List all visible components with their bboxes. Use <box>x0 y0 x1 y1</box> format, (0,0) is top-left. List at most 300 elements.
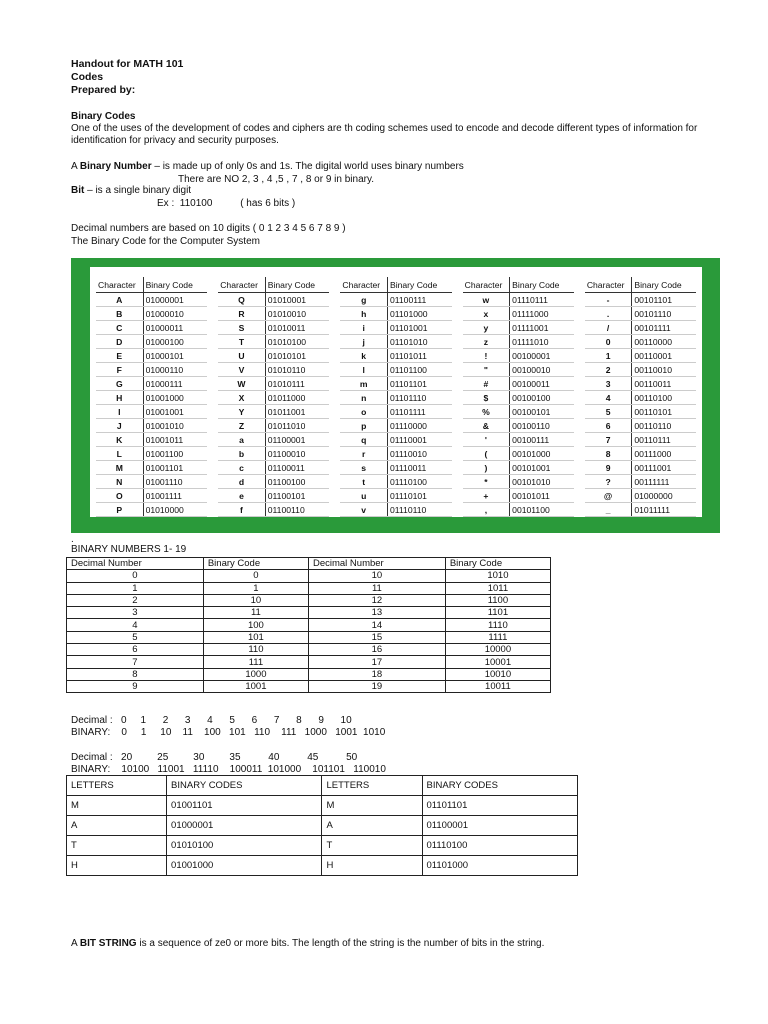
char-table-block <box>340 277 451 517</box>
binary-row-2: BINARY: 10100 11001 11110 100011 101000 101101 110010 <box>71 764 386 775</box>
table-cell: 18 <box>308 668 445 680</box>
char-table-block <box>96 277 207 517</box>
character-cell: @ <box>585 489 632 503</box>
character-cell: ' <box>463 433 510 447</box>
table-row <box>463 447 574 461</box>
character-cell: 0 <box>585 335 632 349</box>
character-cell: A <box>96 293 143 307</box>
character-cell: j <box>340 335 387 349</box>
table-cell: 1010 <box>445 570 550 582</box>
table-row <box>218 419 329 433</box>
table-cell: 1 <box>203 582 308 594</box>
char-table-block <box>585 277 696 517</box>
character-cell: - <box>585 293 632 307</box>
column-header: Binary Code <box>510 277 574 293</box>
character-cell: i <box>340 321 387 335</box>
table-cell: 10011 <box>445 680 550 692</box>
table-cell: 1111 <box>445 631 550 643</box>
binary-code-cell: 01101101 <box>387 377 451 391</box>
character-cell: ! <box>463 349 510 363</box>
table-row <box>585 335 696 349</box>
table-row <box>463 405 574 419</box>
character-cell: T <box>218 335 265 349</box>
table-row <box>67 668 551 680</box>
character-cell: Q <box>218 293 265 307</box>
column-header: Character <box>340 277 387 293</box>
table-row <box>67 796 578 816</box>
binary-code-cell: 00100010 <box>510 363 574 377</box>
table-row <box>96 447 207 461</box>
table-cell: 10010 <box>445 668 550 680</box>
table-row <box>218 405 329 419</box>
table-row <box>218 461 329 475</box>
character-cell: 2 <box>585 363 632 377</box>
table-cell: A <box>67 816 167 836</box>
table-row <box>585 321 696 335</box>
character-cell: f <box>218 503 265 517</box>
binary-code-cell: 00111111 <box>632 475 696 489</box>
binary-code-cell: 01110001 <box>387 433 451 447</box>
character-cell: _ <box>585 503 632 517</box>
binary-code-cell: 00110011 <box>632 377 696 391</box>
table-row <box>340 363 451 377</box>
table-cell: 15 <box>308 631 445 643</box>
table-header-row <box>218 277 329 293</box>
character-cell: o <box>340 405 387 419</box>
binary-code-cell: 01010111 <box>265 377 329 391</box>
character-cell: ? <box>585 475 632 489</box>
table-row <box>67 570 551 582</box>
binary-code-cell: 01011000 <box>265 391 329 405</box>
course-title: Handout for MATH 101 <box>71 58 184 70</box>
binary-code-cell: 00101010 <box>510 475 574 489</box>
character-cell: 9 <box>585 461 632 475</box>
table-cell: 100 <box>203 619 308 631</box>
column-header: Binary Code <box>143 277 207 293</box>
character-cell: v <box>340 503 387 517</box>
character-cell: 5 <box>585 405 632 419</box>
table-row <box>218 489 329 503</box>
table-row <box>463 349 574 363</box>
binary-code-cell: 01100111 <box>387 293 451 307</box>
table-row <box>96 349 207 363</box>
binary-code-cell: 01000111 <box>143 377 207 391</box>
table-cell: H <box>322 856 422 876</box>
character-cell: B <box>96 307 143 321</box>
table-row <box>340 307 451 321</box>
table-row <box>340 405 451 419</box>
prepared-by: Prepared by: <box>71 84 136 96</box>
binary-code-cell: 00101111 <box>632 321 696 335</box>
table-cell: 9 <box>67 680 204 692</box>
binary-number-definition <box>71 161 464 173</box>
table-row <box>585 433 696 447</box>
column-header: Binary Code <box>632 277 696 293</box>
binary-code-cell: 00110010 <box>632 363 696 377</box>
column-header: Binary Code <box>445 558 550 570</box>
binary-code-cell: 01100100 <box>265 475 329 489</box>
table-row <box>585 503 696 517</box>
character-cell: , <box>463 503 510 517</box>
table-row <box>218 447 329 461</box>
table-row <box>463 363 574 377</box>
table-row <box>218 433 329 447</box>
table-cell: A <box>322 816 422 836</box>
table-row <box>585 419 696 433</box>
column-header: LETTERS <box>67 776 167 796</box>
character-cell: W <box>218 377 265 391</box>
column-header: Decimal Number <box>308 558 445 570</box>
character-cell: % <box>463 405 510 419</box>
binary-code-cell: 01101100 <box>387 363 451 377</box>
binary-code-cell: 01010100 <box>265 335 329 349</box>
no-digits-note: There are NO 2, 3 , 4 ,5 , 7 , 8 or 9 in binary. <box>178 174 375 185</box>
character-cell: * <box>463 475 510 489</box>
table-row <box>67 631 551 643</box>
table-header-row <box>340 277 451 293</box>
character-cell: K <box>96 433 143 447</box>
binary-code-cell: 01110101 <box>387 489 451 503</box>
binary-code-cell: 00101101 <box>632 293 696 307</box>
table-row <box>463 377 574 391</box>
binary-code-cell: 00110110 <box>632 419 696 433</box>
column-header: Binary Code <box>203 558 308 570</box>
table-cell: 1000 <box>203 668 308 680</box>
binary-code-cell: 01000000 <box>632 489 696 503</box>
character-cell: 7 <box>585 433 632 447</box>
character-cell: h <box>340 307 387 321</box>
table-row <box>96 475 207 489</box>
table-row <box>67 816 578 836</box>
table-cell: 1110 <box>445 619 550 631</box>
table-cell: 12 <box>308 594 445 606</box>
table-row <box>585 489 696 503</box>
character-cell: + <box>463 489 510 503</box>
bit-text: – is a single binary digit <box>84 185 192 196</box>
table-row <box>218 391 329 405</box>
binary-code-cell: 00100100 <box>510 391 574 405</box>
table-cell: 3 <box>67 607 204 619</box>
binary-code-cell: 01001101 <box>143 461 207 475</box>
table-row <box>585 391 696 405</box>
table-row <box>340 391 451 405</box>
binary-code-cell: 01100110 <box>265 503 329 517</box>
character-cell: 3 <box>585 377 632 391</box>
character-cell: X <box>218 391 265 405</box>
intro-paragraph: One of the uses of the development of codes and ciphers are th coding schemes used to encode and decode different types of information for identification for privacy and security purposes. <box>71 123 698 146</box>
binary-code-cell: 01111000 <box>510 307 574 321</box>
character-cell: r <box>340 447 387 461</box>
table-cell: 6 <box>67 644 204 656</box>
binary-code-cell: 01011001 <box>265 405 329 419</box>
table-cell: 10000 <box>445 644 550 656</box>
table-row <box>340 293 451 307</box>
binary-code-cell: 00110111 <box>632 433 696 447</box>
table-cell: 1 <box>67 582 204 594</box>
binary-numbers-title: BINARY NUMBERS 1- 19 <box>71 544 187 555</box>
character-cell: C <box>96 321 143 335</box>
table-row <box>218 335 329 349</box>
table-row <box>67 656 551 668</box>
table-cell: 01000001 <box>167 816 322 836</box>
binary-code-cell: 01001110 <box>143 475 207 489</box>
table-cell: 101 <box>203 631 308 643</box>
binary-code-cell: 01001001 <box>143 405 207 419</box>
table-row <box>96 335 207 349</box>
table-row <box>463 321 574 335</box>
table-cell: 01001000 <box>167 856 322 876</box>
table-row <box>96 405 207 419</box>
table-row <box>340 377 451 391</box>
table-row <box>340 433 451 447</box>
table-row <box>585 475 696 489</box>
table-cell: 14 <box>308 619 445 631</box>
binary-code-cell: 01111001 <box>510 321 574 335</box>
table-cell: 1001 <box>203 680 308 692</box>
binary-code-cell: 01000100 <box>143 335 207 349</box>
table-row <box>340 489 451 503</box>
table-row <box>67 594 551 606</box>
binary-code-cell: 01110111 <box>510 293 574 307</box>
table-header-row <box>463 277 574 293</box>
table-row <box>340 475 451 489</box>
character-cell: I <box>96 405 143 419</box>
table-cell: 01101101 <box>422 796 577 816</box>
binary-code-cell: 01010110 <box>265 363 329 377</box>
table-cell: 11 <box>308 582 445 594</box>
stray-dot: . <box>71 534 74 545</box>
binary-code-cell: 01010011 <box>265 321 329 335</box>
section-title: Binary Codes <box>71 111 136 122</box>
table-row <box>218 377 329 391</box>
character-cell: d <box>218 475 265 489</box>
character-cell: w <box>463 293 510 307</box>
table-cell: 8 <box>67 668 204 680</box>
binary-code-cell: 00111001 <box>632 461 696 475</box>
table-row <box>218 321 329 335</box>
binary-code-cell: 01111010 <box>510 335 574 349</box>
table-header-row <box>67 558 551 570</box>
table-row <box>218 503 329 517</box>
character-cell: V <box>218 363 265 377</box>
table-cell: 0 <box>67 570 204 582</box>
binary-code-cell: 01101111 <box>387 405 451 419</box>
table-row <box>585 363 696 377</box>
binary-code-cell: 00100011 <box>510 377 574 391</box>
binary-code-cell: 01001011 <box>143 433 207 447</box>
table-row <box>463 475 574 489</box>
bit-string-text: is a sequence of ze0 or more bits. The length of the string is the number of bits in the string. <box>136 938 545 949</box>
binary-code-cell: 01001000 <box>143 391 207 405</box>
decimal-digits-line: Decimal numbers are based on 10 digits ( 0 1 2 3 4 5 6 7 8 9 ) <box>71 223 346 234</box>
character-cell: s <box>340 461 387 475</box>
binary-code-cell: 00110001 <box>632 349 696 363</box>
table-row <box>463 391 574 405</box>
table-cell: 01100001 <box>422 816 577 836</box>
table-cell: 1101 <box>445 607 550 619</box>
character-cell: l <box>340 363 387 377</box>
character-cell: a <box>218 433 265 447</box>
character-cell: U <box>218 349 265 363</box>
character-cell: b <box>218 447 265 461</box>
character-cell: & <box>463 419 510 433</box>
table-row <box>463 419 574 433</box>
letters-table <box>66 775 578 876</box>
table-row <box>585 307 696 321</box>
table-cell: 10 <box>203 594 308 606</box>
character-cell: Y <box>218 405 265 419</box>
table-row <box>67 856 578 876</box>
table-cell: 01110100 <box>422 836 577 856</box>
character-cell: P <box>96 503 143 517</box>
binary-code-cell: 01110000 <box>387 419 451 433</box>
binary-number-text: – is made up of only 0s and 1s. The digital world uses binary numbers <box>151 161 464 172</box>
table-cell: 01010100 <box>167 836 322 856</box>
table-row <box>463 307 574 321</box>
table-row <box>340 321 451 335</box>
table-row <box>340 335 451 349</box>
table-row <box>463 489 574 503</box>
column-header: BINARY CODES <box>422 776 577 796</box>
character-cell: " <box>463 363 510 377</box>
table-row <box>218 475 329 489</box>
binary-number-term: Binary Number <box>79 161 152 172</box>
table-cell: T <box>322 836 422 856</box>
table-row <box>96 433 207 447</box>
binary-code-cell: 01101010 <box>387 335 451 349</box>
character-cell: / <box>585 321 632 335</box>
binary-code-cell: 01000110 <box>143 363 207 377</box>
character-cell: F <box>96 363 143 377</box>
binary-code-cell: 01011010 <box>265 419 329 433</box>
binary-code-cell: 00110000 <box>632 335 696 349</box>
character-cell: y <box>463 321 510 335</box>
table-header-row <box>96 277 207 293</box>
table-cell: 7 <box>67 656 204 668</box>
table-row <box>340 419 451 433</box>
character-code-table <box>90 267 702 517</box>
character-cell: 1 <box>585 349 632 363</box>
character-cell: Z <box>218 419 265 433</box>
table-header-row <box>67 776 578 796</box>
table-row <box>96 391 207 405</box>
table-row <box>585 293 696 307</box>
character-cell: k <box>340 349 387 363</box>
character-cell: N <box>96 475 143 489</box>
bit-string-prefix: A <box>71 938 80 949</box>
binary-row-1: BINARY: 0 1 10 11 100 101 110 111 1000 1001 1010 <box>71 727 386 738</box>
character-cell: 8 <box>585 447 632 461</box>
table-row <box>340 447 451 461</box>
binary-code-cell: 00101100 <box>510 503 574 517</box>
table-cell: 10 <box>308 570 445 582</box>
table-row <box>340 503 451 517</box>
table-cell: 17 <box>308 656 445 668</box>
computer-code-caption: The Binary Code for the Computer System <box>71 236 260 247</box>
character-cell: # <box>463 377 510 391</box>
bit-string-term: BIT STRING <box>79 938 137 949</box>
character-cell: M <box>96 461 143 475</box>
table-cell: 13 <box>308 607 445 619</box>
binary-code-cell: 01101000 <box>387 307 451 321</box>
character-cell: H <box>96 391 143 405</box>
binary-code-cell: 00110101 <box>632 405 696 419</box>
column-header: Character <box>96 277 143 293</box>
binary-code-cell: 01010001 <box>265 293 329 307</box>
table-row <box>96 419 207 433</box>
binary-code-cell: 01011111 <box>632 503 696 517</box>
table-row <box>463 503 574 517</box>
bit-definition <box>71 185 191 197</box>
decimal-row-1: Decimal : 0 1 2 3 4 5 6 7 8 9 10 <box>71 715 352 726</box>
bit-string-definition <box>71 938 544 950</box>
binary-code-cell: 01110100 <box>387 475 451 489</box>
column-header: Character <box>463 277 510 293</box>
table-row <box>340 461 451 475</box>
character-cell: 6 <box>585 419 632 433</box>
column-header: Binary Code <box>265 277 329 293</box>
binary-code-cell: 01110110 <box>387 503 451 517</box>
table-row <box>67 680 551 692</box>
binary-code-cell: 01001010 <box>143 419 207 433</box>
table-cell: 5 <box>67 631 204 643</box>
character-cell: $ <box>463 391 510 405</box>
table-cell: M <box>322 796 422 816</box>
binary-code-cell: 01000010 <box>143 307 207 321</box>
binary-code-cell: 00101001 <box>510 461 574 475</box>
table-row <box>96 293 207 307</box>
character-cell: L <box>96 447 143 461</box>
column-header: Character <box>218 277 265 293</box>
character-cell: ) <box>463 461 510 475</box>
character-cell: O <box>96 489 143 503</box>
table-header-row <box>585 277 696 293</box>
binary-code-cell: 00100001 <box>510 349 574 363</box>
table-cell: 01101000 <box>422 856 577 876</box>
character-cell: t <box>340 475 387 489</box>
table-cell: 1011 <box>445 582 550 594</box>
table-row <box>67 836 578 856</box>
column-header: Binary Code <box>387 277 451 293</box>
binary-code-cell: 01000101 <box>143 349 207 363</box>
character-cell: ( <box>463 447 510 461</box>
binary-code-cell: 00111000 <box>632 447 696 461</box>
table-row <box>463 461 574 475</box>
binary-code-cell: 01010101 <box>265 349 329 363</box>
binary-code-cell: 00110100 <box>632 391 696 405</box>
binary-numbers-table <box>66 557 551 693</box>
table-row <box>218 363 329 377</box>
binary-code-cell: 01010000 <box>143 503 207 517</box>
character-cell: R <box>218 307 265 321</box>
table-cell: 16 <box>308 644 445 656</box>
character-cell: e <box>218 489 265 503</box>
table-row <box>340 349 451 363</box>
document-header <box>71 58 183 97</box>
character-cell: J <box>96 419 143 433</box>
binary-code-cell: 01001111 <box>143 489 207 503</box>
binary-code-cell: 00100101 <box>510 405 574 419</box>
binary-code-cell: 01110010 <box>387 447 451 461</box>
character-cell: 4 <box>585 391 632 405</box>
table-row <box>585 447 696 461</box>
binary-code-cell: 01100010 <box>265 447 329 461</box>
table-cell: 0 <box>203 570 308 582</box>
binary-code-cell: 01101110 <box>387 391 451 405</box>
table-row <box>67 607 551 619</box>
bit-example: Ex : 110100 ( has 6 bits ) <box>157 198 296 209</box>
table-row <box>463 293 574 307</box>
